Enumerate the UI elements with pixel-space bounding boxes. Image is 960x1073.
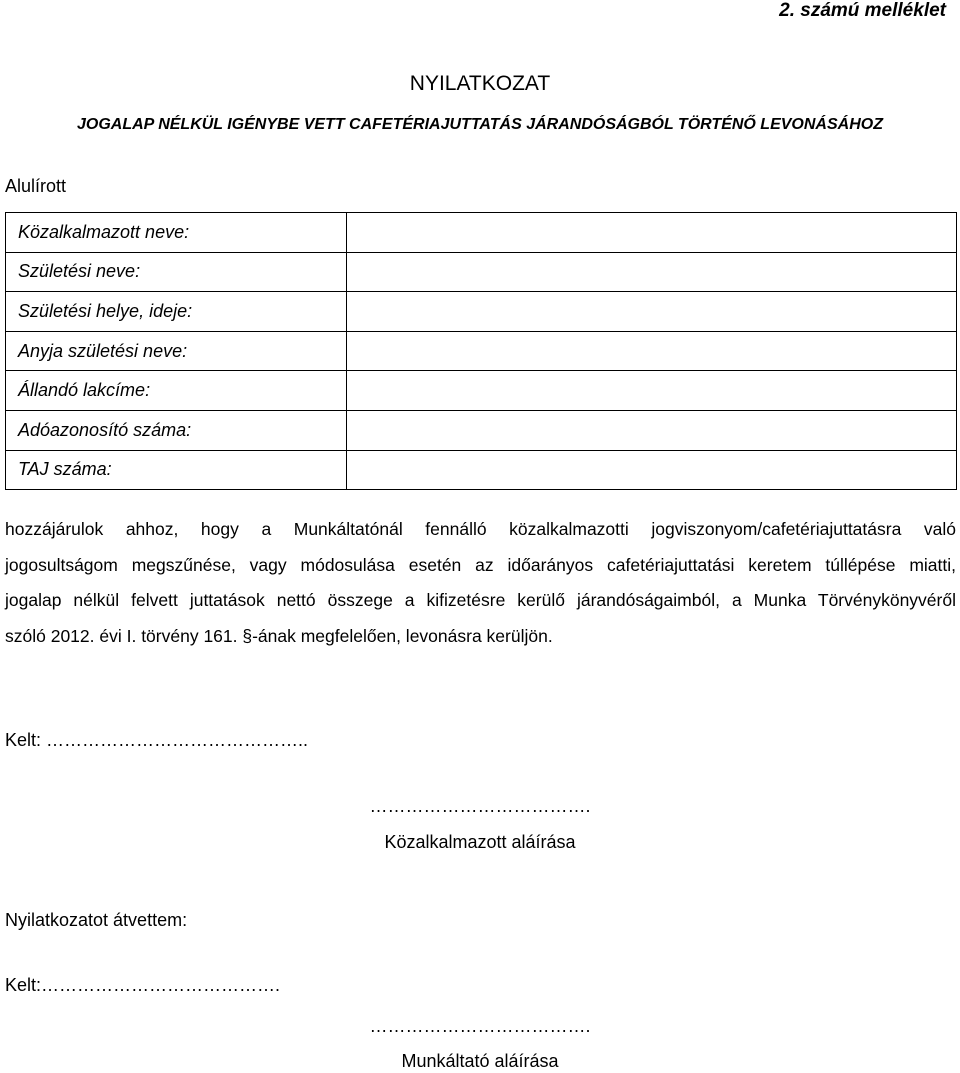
received-label: Nyilatkozatot átvettem: — [5, 910, 188, 930]
signature-label-employer: Munkáltató aláírása — [401, 1051, 559, 1071]
field-row-employee-name — [6, 213, 957, 253]
field-value-employee-name[interactable] — [347, 213, 957, 253]
field-row-birth-place-date — [6, 292, 957, 332]
field-label: Állandó lakcíme: — [6, 371, 347, 411]
annex-label: 2. számú melléklet — [779, 0, 946, 21]
field-value-tax-id[interactable] — [347, 410, 957, 450]
field-row-taj-number — [6, 450, 957, 490]
signature-line-employee: ………………………………. — [369, 796, 591, 816]
paragraph-line: szóló 2012. évi I. törvény 161. §-ának megfelelően, levonásra kerüljön. — [5, 625, 553, 646]
field-label: Születési helye, ideje: — [6, 292, 347, 332]
document-title: NYILATKOZAT — [409, 72, 551, 95]
field-value-address[interactable] — [347, 371, 957, 411]
paragraph-line: jogosultságom megszűnése, vagy módosulása esetén az időarányos cafetériajuttatási keretem túllépése miatti, — [5, 554, 956, 575]
document-subtitle: JOGALAP NÉLKÜL IGÉNYBE VETT CAFETÉRIAJUTTATÁS JÁRANDÓSÁGBÓL TÖRTÉNŐ LEVONÁSÁHOZ — [77, 116, 883, 133]
paragraph-line: jogalap nélkül felvett juttatások nettó összege a kifizetésre kerülő járandóságaimból, a Munka Törvénykönyvéről — [5, 590, 956, 610]
intro-text: Alulírott — [5, 176, 67, 196]
field-label: Születési neve: — [6, 252, 347, 292]
field-label: Anyja születési neve: — [6, 331, 347, 371]
field-row-birth-name — [6, 252, 957, 292]
consent-paragraph — [5, 512, 956, 654]
field-label: Adóazonosító száma: — [6, 410, 347, 450]
field-value-birth-place-date[interactable] — [347, 292, 957, 332]
field-label: TAJ száma: — [6, 450, 347, 490]
field-row-mother-name — [6, 331, 957, 371]
date-line-employee: Kelt: …………………………………….. — [5, 730, 309, 750]
field-label: Közalkalmazott neve: — [6, 213, 347, 253]
field-row-tax-id — [6, 410, 957, 450]
paragraph-line: hozzájárulok ahhoz, hogy a Munkáltatónál fennálló közalkalmazotti jogviszonyom/cafetériajuttatásra való — [5, 519, 956, 539]
field-value-taj-number[interactable] — [347, 450, 957, 490]
signature-label-employee: Közalkalmazott aláírása — [384, 832, 576, 852]
date-line-employer: Kelt:…………………………………. — [5, 975, 281, 995]
field-value-mother-name[interactable] — [347, 331, 957, 371]
field-value-birth-name[interactable] — [347, 252, 957, 292]
signature-line-employer: ………………………………. — [369, 1016, 591, 1036]
personal-data-table — [5, 212, 957, 490]
field-row-address — [6, 371, 957, 411]
